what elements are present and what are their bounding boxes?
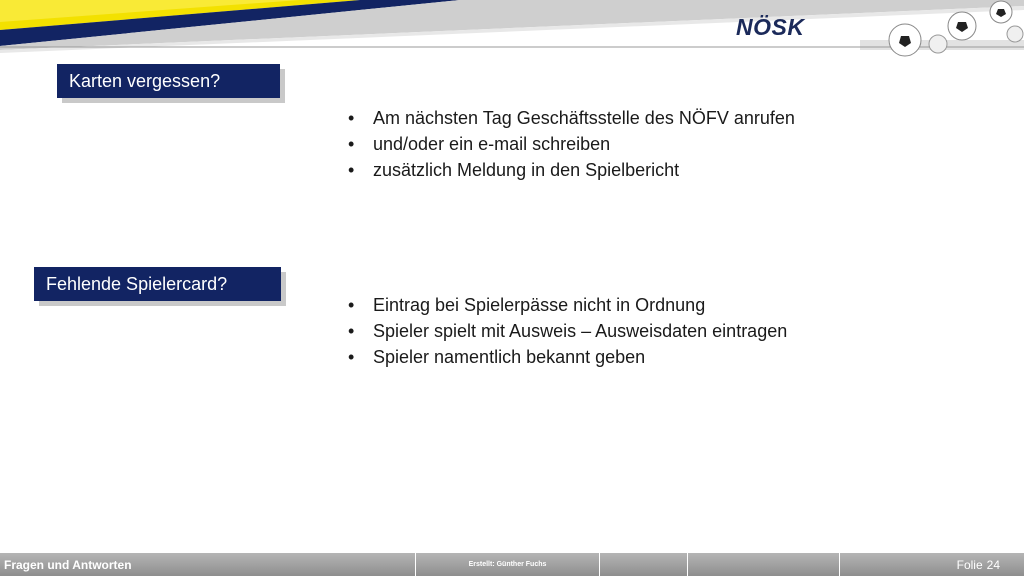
question-label-karten: Karten vergessen?	[57, 64, 280, 98]
list-item: • zusätzlich Meldung in den Spielbericht	[340, 157, 810, 183]
question-label-spielercard: Fehlende Spielercard?	[34, 267, 281, 301]
list-item: • und/oder ein e-mail schreiben	[340, 131, 810, 157]
header-graphic	[0, 0, 1024, 58]
list-item: • Spieler namentlich bekannt geben	[340, 344, 810, 370]
slide-label: Folie	[956, 558, 983, 572]
footer-title: Fragen und Antworten	[0, 553, 416, 576]
slide-number: 24	[986, 558, 1000, 572]
footer-author: Erstellt: Günther Fuchs	[416, 553, 600, 576]
brand-logo: NÖSK	[736, 14, 805, 40]
list-item: • Spieler spielt mit Ausweis – Ausweisdaten eintragen	[340, 318, 810, 344]
footer-spacer	[600, 553, 688, 576]
footer-slide-number	[840, 553, 1024, 576]
list-item: • Eintrag bei Spielerpässe nicht in Ordnung	[340, 292, 810, 318]
list-item: • Am nächsten Tag Geschäftsstelle des NÖFV anrufen	[340, 105, 810, 131]
answer-list-spielercard	[340, 292, 810, 370]
slide-footer	[0, 553, 1024, 576]
footer-spacer	[688, 553, 840, 576]
answer-list-karten	[340, 105, 810, 183]
slide-header	[0, 0, 1024, 58]
